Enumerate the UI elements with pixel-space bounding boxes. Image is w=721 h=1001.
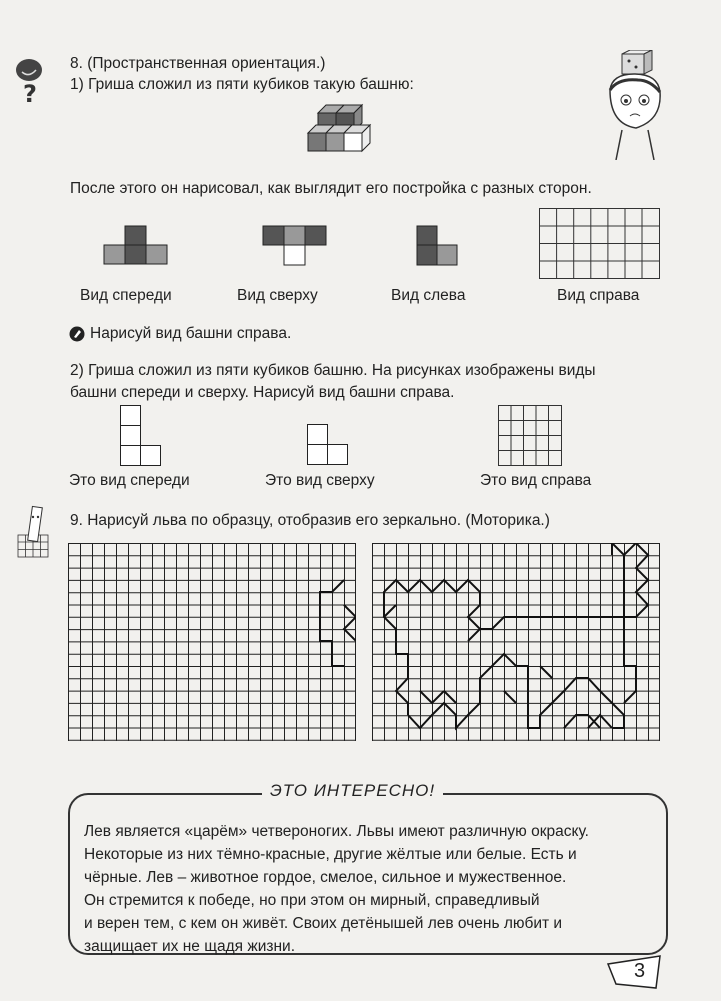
view-caption-left: Вид слева bbox=[391, 287, 466, 304]
pencil-circle-icon bbox=[69, 326, 85, 347]
task9-title: 9. Нарисуй льва по образцу, отобразив его зеркально. (Моторика.) bbox=[70, 512, 550, 529]
task8-line1: 1) Гриша сложил из пяти кубиков такую башню: bbox=[70, 76, 414, 93]
brain-icon bbox=[14, 56, 44, 111]
interesting-line: Лев является «царём» четвероногих. Львы имеют различную окраску. bbox=[84, 823, 589, 840]
boy-with-dice-icon bbox=[598, 50, 670, 165]
front-view-drawing bbox=[103, 225, 169, 270]
interesting-line: чёрные. Лев – животное гордое, смелое, сильное и мужественное. bbox=[84, 869, 567, 886]
part2-caption-top: Это вид сверху bbox=[265, 472, 375, 489]
cube-tower-image bbox=[300, 103, 392, 170]
part2-right-view-grid[interactable] bbox=[498, 405, 562, 467]
interesting-line: защищает их не щадя жизни. bbox=[84, 938, 295, 955]
svg-text:?: ? bbox=[23, 80, 37, 106]
view-caption-top: Вид сверху bbox=[237, 287, 318, 304]
left-view-drawing bbox=[416, 225, 462, 272]
lion-sample-grid bbox=[372, 543, 660, 741]
view-caption-right: Вид справа bbox=[557, 287, 640, 304]
part2-caption-front: Это вид спереди bbox=[69, 472, 190, 489]
lion-drawing-grid[interactable] bbox=[68, 543, 356, 741]
view-caption-front: Вид спереди bbox=[80, 287, 172, 304]
interesting-line: и верен тем, с кем он живёт. Своих детёнышей лев очень любит и bbox=[84, 915, 563, 932]
task8-line2: После этого он нарисовал, как выглядит его постройка с разных сторон. bbox=[70, 180, 592, 197]
top-view-drawing bbox=[262, 225, 328, 272]
page-number: 3 bbox=[634, 960, 646, 982]
task8-part2-line2: башни спереди и сверху. Нарисуй вид башни справа. bbox=[70, 384, 455, 401]
task8-part2-line1: 2) Гриша сложил из пяти кубиков башню. На рисунках изображены виды bbox=[70, 362, 596, 379]
pencil-grid-icon bbox=[16, 505, 56, 564]
interesting-line: Некоторые из них тёмно-красные, другие жёлтые или белые. Есть и bbox=[84, 846, 577, 863]
interesting-line: Он стремится к победе, но при этом он мирный, справедливый bbox=[84, 892, 540, 909]
task8-title: 8. (Пространственная ориентация.) bbox=[70, 55, 326, 72]
right-view-grid[interactable] bbox=[539, 208, 661, 280]
task8-instruction: Нарисуй вид башни справа. bbox=[90, 325, 292, 342]
interesting-title: ЭТО ИНТЕРЕСНО! bbox=[262, 781, 443, 801]
part2-caption-right: Это вид справа bbox=[480, 472, 592, 489]
part2-front-view bbox=[120, 405, 162, 467]
interesting-text bbox=[84, 820, 650, 958]
part2-top-view bbox=[307, 424, 349, 466]
